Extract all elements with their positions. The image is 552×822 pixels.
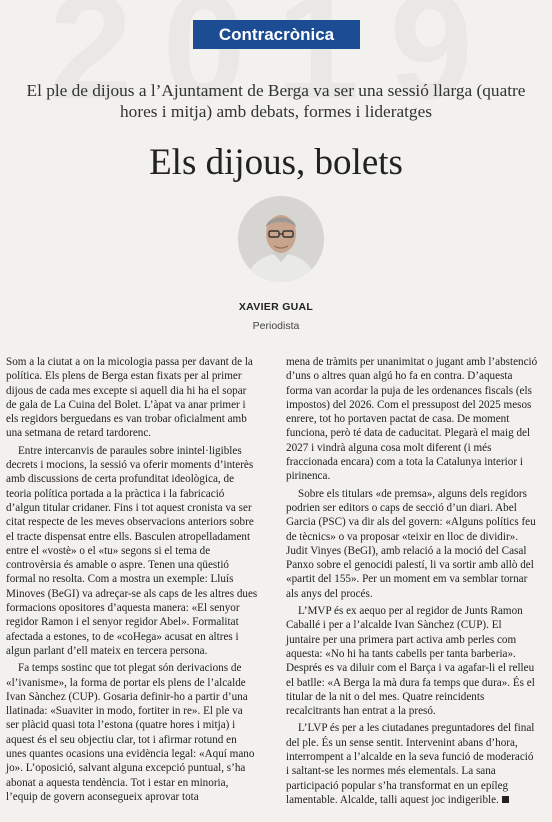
author-role: Periodista (252, 320, 300, 332)
author-avatar (238, 196, 324, 282)
article-column-left (6, 355, 258, 807)
end-of-article-mark (502, 796, 509, 803)
author-name: XAVIER GUAL (238, 301, 314, 313)
paragraph-final (286, 721, 538, 807)
paragraph: Som a la ciutat a on la micologia passa per davant de la política. Els plens de Berga estan fixats per al primer dijous de cada mes excepte si aquell dia hi ha el sopar de gala de La Cuina del Bolet. L’àpat va anar primer i els regidors berguedans es van trobar oficialment amb una setmana de retard tardorenc. (6, 356, 253, 440)
paragraph: Fa temps sostinc que tot plegat són derivacions de «l’ivanisme», la forma de portar els plens de l’alcalde Ivan Sànchez (CUP). Gosaria definir-ho a partir d’una llatinada: «Suaviter in modo, fortiter in re». El ple va ser plàcid quasi tota l’estona (quatre hores i mitja) i aquest és el seu objectiu clar, tot i afirmar rotund en unes quantes ocasions una evidència legal: «Aquí mano jo». L’oposició, salvant alguna excepció puntual, s’ha abonat a aquesta tendència. Tot i estar en minoria, l’equip de govern aconsegueix aprovar tota (6, 662, 255, 803)
article-headline: Els dijous, bolets (149, 142, 403, 183)
paragraph: L’MVP és ex aequo per al regidor de Junts Ramon Caballé i per a l’alcalde Ivan Sànchez (CUP). El juntaire per una primera part activa amb perles com aquesta: «No hi ha tants cabells per tanta barberia». Després es va diluir com el Barça i va agafar-li el relleu el batlle: «A Berga la mà dura fa temps que dura». És el titular de la nit o del mes. Quatre reincidents recalcitrants han entrat a la presó. (286, 605, 535, 718)
article-subtitle: El ple de dijous a l’Ajuntament de Berga va ser una sessió llarga (quatre hores i mitja) amb debats, formes i lideratges (26, 81, 526, 121)
article-column-right (286, 355, 538, 810)
paragraph-text: L’LVP és per a les ciutadanes preguntadores del final del ple. És un sense sentit. Intervenint abans d’hora, interrompent a l’alcalde en la seva funció de moderació i saltant-se les normes més elementals. La sana participació popular s’ha transformat en un epíleg lamentable. Alcalde, talli aquest joc indigerible. (286, 722, 535, 806)
section-tag: Contracrònica (193, 20, 360, 49)
paragraph: Entre intercanvis de paraules sobre inintel·ligibles decrets i mocions, la sessió va oferir moments d’interès amb discussions de certa profunditat ideològica, de teoria política portada a la pràctica i la fabricació d’algun titular cridaner. Fins i tot aquest cronista va ser citat respecte de les meves observacions anteriors sobre el tracte dispensat entre ells. Basculen atropelladament entre el «vostè» o el «tu» segons si el tema de controvèrsia és amable o aspre. Tenen una qüestió formal no resolta. Com a mostra un exemple: Lluís Minoves (BeGI) va adreçar-se als caps de les altres dues formacions opositores d’aquesta manera: «El senyor regidor Ramon i el senyor regidor Abel». Formalitat afectada a estones, to de «coHega» acusat en altres i algun parlant d’ell mateix en tercera persona. (6, 444, 258, 657)
paragraph: mena de tràmits per unanimitat o jugant amb l’abstenció d’uns o altres quan algú ho fa en contra. D’aquesta forma van acordar la puja de les ordenances fiscals (els impostos) del 2026. Com el pressupost del 2025 mesos enrere, tot ho portaven pactat de casa. De moment funciona, però té data de caducitat. Plegarà el maig del 2027 i vindrà alguna cosa molt diferent (i més fraccionada encara) com a tota la Catalunya interior i pirinenca. (286, 356, 538, 483)
paragraph: Sobre els titulars «de premsa», alguns dels regidors podrien ser editors o caps de secció d’un diari. Abel Garcia (PSC) va dir als del govern: «Alguns polítics feu de tècnics» o va proposar «teixir en lloc de dividir». Judit Vinyes (BeGI), amb relació a la moció del Casal Panxo sobre el genocidi palestí, li va sortir amb allò del «partit del 155». Per un moment em va semblar tornar als anys del procés. (286, 487, 536, 600)
